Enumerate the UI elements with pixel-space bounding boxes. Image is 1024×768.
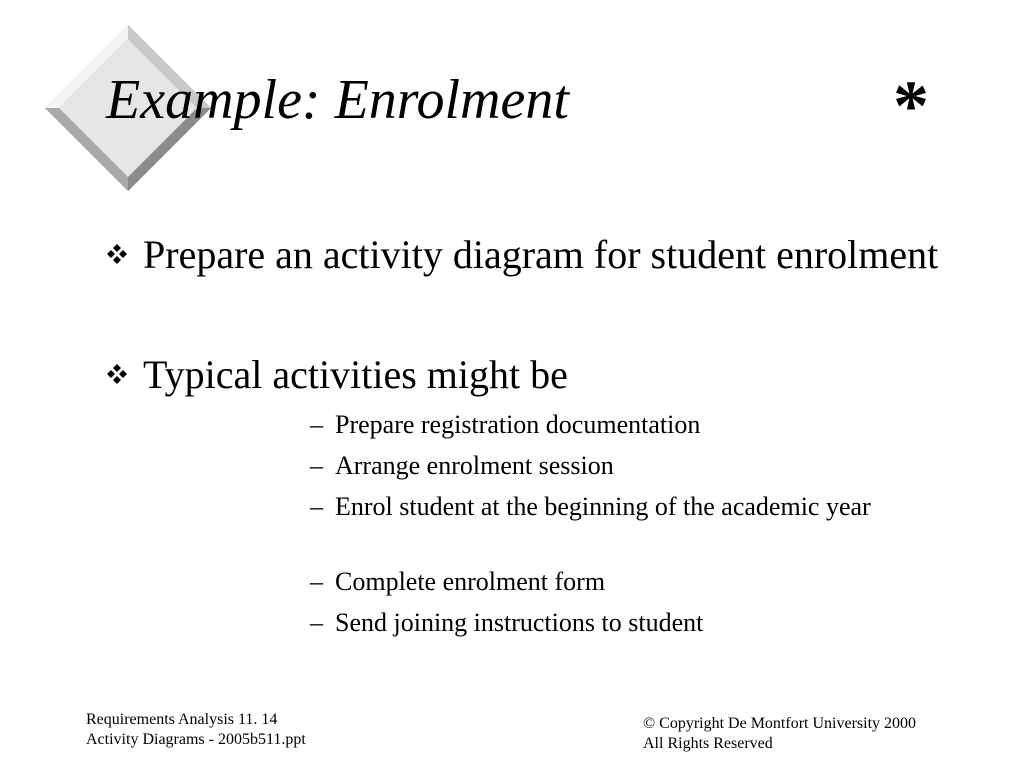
dash-marker: – [310, 410, 323, 439]
dash-marker: – [310, 567, 323, 596]
sub-item-text: Complete enrolment form [335, 567, 606, 596]
footer-course-info [86, 710, 306, 750]
four-diamond-bullet-icon [106, 363, 128, 385]
bullet-text: Typical activities might be [143, 352, 568, 397]
four-diamond-bullet-icon [106, 243, 128, 265]
slide-title: Example: Enrolment [106, 69, 569, 131]
footer-copyright-line: © Copyright De Montfort University 2000 [643, 715, 917, 732]
dash-marker: – [310, 608, 323, 637]
footer-course-line: Requirements Analysis 11. 14 [86, 711, 278, 728]
sub-item-text: Enrol student at the beginning of the academic year [335, 492, 871, 521]
title-asterisk: * [893, 66, 929, 146]
footer-file-line: Activity Diagrams - 2005b511.ppt [86, 731, 306, 748]
sub-item-text: Arrange enrolment session [335, 451, 614, 480]
dash-marker: – [310, 492, 323, 521]
footer-copyright [643, 714, 916, 754]
sub-item-text: Send joining instructions to student [335, 608, 704, 637]
bullet-text: Prepare an activity diagram for student enrolment [143, 232, 939, 277]
sub-item-text: Prepare registration documentation [335, 410, 701, 439]
dash-marker: – [310, 451, 323, 480]
footer-rights-line: All Rights Reserved [643, 735, 773, 752]
